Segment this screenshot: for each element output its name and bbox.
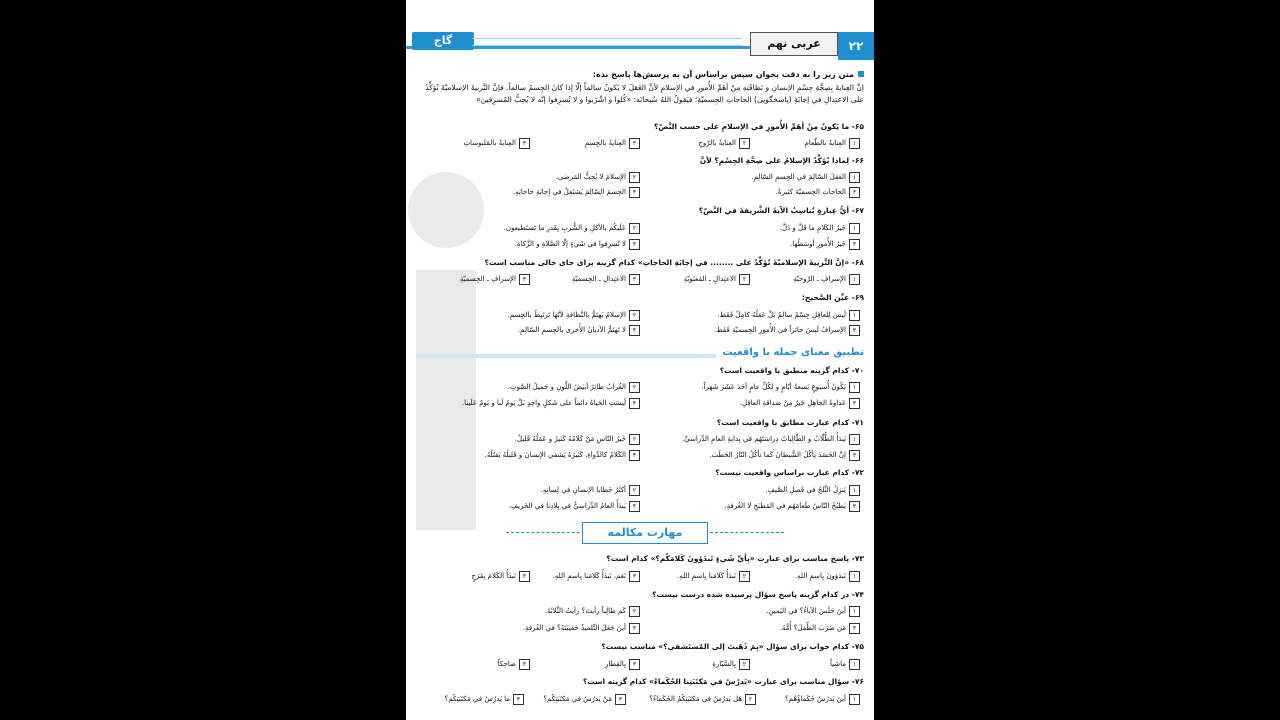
option[interactable]: ۱أينَ جَلَسَ الآباءُ؟ في اليَمينِ. [766,606,860,617]
option[interactable]: ۴نَبدَأُ الكَلامَ بِفَرَحٍ [472,571,530,582]
section-heading: تطبیق معنای جمله با واقعیت [722,347,864,358]
option[interactable]: ۴الكَلامُ كالدَّواءِ، كَثيرُهُ يَشفي الإنسانَ و قَليلُهُ يَقتُلُهُ. [485,450,640,461]
page-number: ۲۲ [838,32,874,60]
question-75: ۷۵- کدام جواب برای سؤال «بِمَ ذَهَبتَ إلى المُستَشفى؟» مناسب نیست؟ [601,642,864,651]
option[interactable]: ۳الحاجاتِ الجِسميّةَ كثيرةٌ. [776,187,860,198]
option[interactable]: ۳إنَّ الحَسَدَ يأكُلُ الشَّيطانَ كَما تأكُلُ النّارُ الحَطَبَ. [709,450,860,461]
question-68: ۶۸- «إنَّ التَّربيةَ الإسلاميّةَ تُؤكِّدُ على ........ في إجابَةِ الحاجاتِ» کدام گزینه برای جای خالی مناسب است؟ [484,258,864,267]
banner-dots-left [506,532,580,533]
option[interactable]: ۱لَيسَ لِلعاقِلِ جِسْمٌ سالِمٌ بَلْ عَقلُهُ كامِلٌ فَقَط. [717,310,860,321]
option[interactable]: ۴لَيسَتِ الحَياةُ دائماً على شَكلٍ واحِدٍ بَلْ يَومٌ لَنا و يَومٌ عَلَينا. [462,398,640,409]
option[interactable]: ۴ضاحِكاً [498,659,530,670]
instruction-text: متن زیر را به دقت بخوان سپس براساس آن به پرسش‌ها پاسخ بده: [592,70,854,79]
option[interactable]: ۴لا تُسرِفوا في شَيءٍ إلّا الصَّلاةِ و الزَّكاةِ. [515,239,640,250]
question-67: ۶۷- أيُّ عِبارةٍ تُناسِبُ الآيةَ الشَّريفةَ في النَّصّ؟ [698,206,864,215]
option[interactable]: ۳الاعتِدالِ ـ الجِسميّةِ [572,274,640,285]
option[interactable]: ۱يَبدَأُ الطُّلّابُ و الطّالِباتُ دِراسَتَهُم في بِدايةِ العامِ الدِّراسيِّ. [682,434,860,445]
option[interactable]: ۳نَعَم، نَبدَأُ كَلامَنا بِاسمِ اللهِ. [553,571,640,582]
option[interactable]: ۱ماشِياً [830,659,860,670]
subject-title: عربی نهم [750,32,838,56]
option[interactable]: ۲الغُرابُ طائِرٌ أبيَضُ اللَّونِ و جَميلُ الصَّوتِ. [508,382,640,393]
option[interactable]: ۳خَيرُ الأُمورِ أوسَطُها. [790,239,860,250]
option[interactable]: ۲أكثَرُ خَطايا الإنسانِ في لِسانِهِ. [541,485,640,496]
option[interactable]: ۳مَن ضَرَبَ الطِّفلَ؟ أُمُّهُ. [780,623,860,634]
option[interactable]: ۱أينَ يَدرُسُ حُكَماؤُهُم؟ [785,694,860,705]
question-69: ۶۹- عيِّن الصَّحيح: [801,293,864,302]
option[interactable]: ۳بِالقِطارِ [605,659,640,670]
bullet-square-icon [858,71,864,77]
section-divider [416,354,716,358]
option[interactable]: ۴أينَ جَعَلَ التِّلميذُ حَقيبَتَهُ؟ في الغُرفةِ. [523,623,640,634]
option[interactable]: ۲بِالسَّيّارةِ [712,659,750,670]
page-header [406,0,874,60]
instruction [424,70,864,79]
option[interactable]: ۳مَنْ يَدرُسُ في مَكتَبَتِكُم؟ [543,694,626,705]
question-76: ۷۶- سؤال مناسب برای عبارت «يَدرُسُ في مَكتَبَتِنا الحُكَماءُ» کدام گزینه است؟ [582,677,864,686]
option[interactable]: ۳عَداوةُ الجاهِلِ خَيرٌ مِنْ صَداقةِ العاقِلِ. [740,398,860,409]
question-65: ۶۵- ما يَكونُ مِنْ أهَمِّ الأُمورِ في الإسلامِ على حسب النَّصّ؟ [654,122,864,131]
question-74: ۷۴- در کدام گزینه پاسخ سؤال پرسیده شده درست نیست؟ [652,590,864,599]
option[interactable]: ۳العِنايةُ بالجِسمِ [585,138,640,149]
question-72: ۷۲- کدام عبارت براساس واقعیت نیست؟ [715,468,864,477]
option[interactable]: ۱نَبدَؤونَ بِاسمِ اللهِ. [795,571,860,582]
reading-passage: إنَّ العِنايةَ بِصِحَّةِ جِسْمِ الإنسانِ و نَظافَتِهِ مِنْ أهَمِّ الأُمورِ في الإسلامِ لأنَّ العَقلَ لا يَكونُ سالماً إلّا إذا كانَ الجِسمُ سالماً. فإنَّ التَّربيةَ الإسلاميّةَ تُؤكِّدُ على الاعتِدالِ في إجابَةِ (پاسخگویی) الحاجاتِ الجِسميّةِ؛ فيَقولُ اللهُ سُبحانَه: «كُلوا و اشْرَبوا و لا تُسرِفوا إنّه لا يُحِبُّ المُسرِفين» [425,83,864,104]
option[interactable]: ۱خَيرُ الكَلامِ ما قَلَّ و دَلَّ. [780,223,860,234]
option[interactable]: ۱العَقلَ السّالِمَ في الجِسمِ السّالِمِ. [751,172,860,183]
question-66: ۶۶- لِماذا يُؤكِّدُ الإسلامُ على صِحَّةِ الجِسْمِ؟ لأنَّ [699,156,864,165]
option[interactable]: ۱العِنايةُ بالطّعامِ [805,138,860,149]
option[interactable]: ۲العِنايةُ بالرّوحِ [698,138,750,149]
document-page [406,0,874,720]
option[interactable]: ۴العِنايةُ بالمَلبوساتِ [463,138,530,149]
option[interactable]: ۳الإسرافُ لَيسَ جائزاً في الأُمورِ الجِسميّةِ فَقَط. [714,325,860,336]
banner-dots-right [710,532,784,533]
option[interactable]: ۲الإسلامُ يَهتَمُّ بالنَّظافةِ لأنّها تَرتَبِطُ بالجِسمِ. [508,310,640,321]
option[interactable]: ۴الإسرافِ ـ الجِسميّةِ [460,274,530,285]
option[interactable]: ۲عَلَيكُم بالأكلِ و الشُّربِ بِقَدرِ ما تَستَطيعون. [504,223,640,234]
section-banner: مهارت مکالمه [582,522,708,544]
option[interactable]: ۱الإسرافِ ـ الرّوحيّةِ [793,274,860,285]
question-71: ۷۱- کدام عبارت مطابق با واقعیت است؟ [716,418,864,427]
option[interactable]: ۲هَل يَدرُسُ في مَكتَبَتِكُمُ الحُكَماءُ؟ [649,694,756,705]
option[interactable]: ۱يَكُونُ أُسبوعٍ يَسعةُ أيّامٍ و لِكُلِّ عامٍ أحَدَ عَشَرَ شَهراً. [701,382,860,393]
option[interactable]: ۲الاعتِدالِ ـ المَعنَويّةِ [684,274,750,285]
option[interactable]: ۳يَطبُخُ النّاسُ طَعامَهُم في المَطبَخِ لا الغُرفةِ. [724,501,860,512]
logo-stripe [472,38,742,46]
option[interactable]: ۲الإسلامَ لا يُحِبُّ المَرضى. [556,172,640,183]
option[interactable]: ۴ما يَدرُسُ في مَكتَبَتِكُم؟ [445,694,524,705]
question-73: ۷۳- پاسخ مناسب برای عبارت «بِأيِّ شَيءٍ تَبدَؤونَ كَلامَكُم؟» کدام است؟ [606,554,864,563]
option[interactable]: ۲خَيرُ النّاسِ مَنْ كَلامُهُ كَثيرٌ و عَمَلُهُ قَليلٌ. [515,434,640,445]
option[interactable]: ۲كَم طالِباً رأيتَ؟ رأيتُ الثَّلاثَةَ. [545,606,640,617]
option[interactable]: ۴لا تَهتَمُّ الأديانُ الأُخرى بالجِسمِ السّالِمِ. [518,325,640,336]
question-70: ۷۰- کدام گزینه منطبق با واقعیت است؟ [719,366,864,375]
option[interactable]: ۱يَنزِلُ الثَّلجُ في فَصلِ الصَّيفِ. [765,485,860,496]
option[interactable]: ۲نَبدَأُ كَلامَنا بِاسمِ اللهِ. [677,571,750,582]
option[interactable]: ۴يَبدَأُ العامُ الدِّراسيُّ في بِلادِنا في الخَريفِ. [509,501,640,512]
option[interactable]: ۴الجِسمَ السّالِمَ يَشتَغِلُ في إجابَةِ حاجاتِهِ. [513,187,640,198]
publisher-logo: گاج [412,32,474,50]
